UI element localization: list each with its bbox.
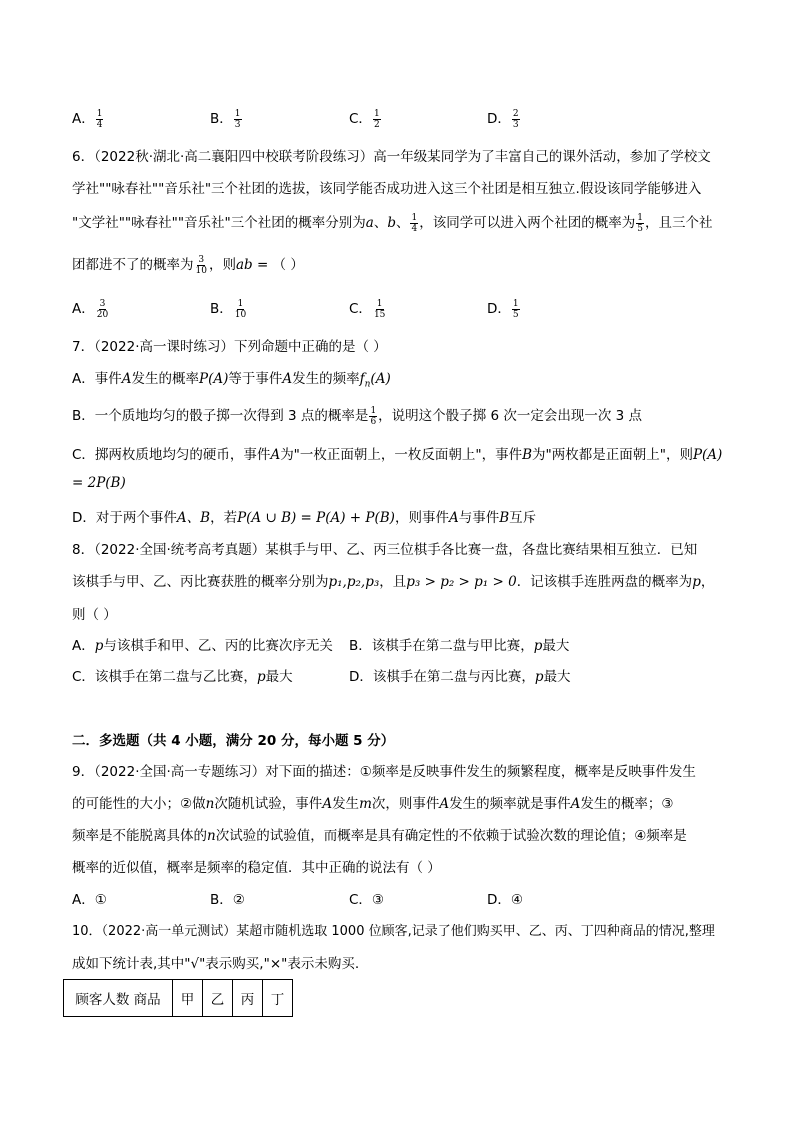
q6-line-4: 团都进不了的概率为 $\frac{3}{10}$ ，则ab = （ ） (72, 254, 304, 276)
q5-option-b: B． $\frac{1}{3}$ (210, 108, 241, 130)
q8-option-c: C．该棋手在第二盘与乙比赛，p最大 (72, 669, 293, 685)
q9-option-d: D．④ (487, 892, 523, 908)
fraction: $\frac{1}{5}$ (637, 212, 643, 234)
q10-line-2: 成如下统计表,其中"√"表示购买,"×"表示未购买. (72, 956, 360, 972)
fraction: $\frac{1}{10}$ (234, 298, 247, 320)
q6-option-a: A． $\frac{3}{20}$ (72, 298, 109, 320)
q9-option-c: C．③ (349, 892, 385, 908)
table-header-cell: 丙 (233, 980, 263, 1017)
q9-line-2: 的可能性的大小；②做n次随机试验，事件A发生m次，则事件A发生的频率就是事件A发生的概率；③ (72, 796, 674, 812)
statistics-table (63, 979, 293, 1017)
q7-option-c: C．掷两枚质地均匀的硬币，事件A为"一枚正面朝上，一枚反面朝上"，事件B为"两枚都是正面朝上"，则P(A) (72, 447, 723, 463)
q8-option-a: A．p与该棋手和甲、乙、丙的比赛次序无关 (72, 638, 333, 654)
q8-line-2: 该棋手与甲、乙、丙比赛获胜的概率分别为p₁,p₂,p₃，且p₃ > p₂ > p₁ > 0．记该棋手连胜两盘的概率为p， (72, 574, 715, 590)
fraction: $\frac{1}{4}$ (96, 108, 103, 130)
q8-line-1: 8．（2022·全国·统考高考真题）某棋手与甲、乙、丙三位棋手各比赛一盘，各盘比赛结果相互独立．已知 (72, 542, 698, 558)
q5-option-d: D． $\frac{2}{3}$ (487, 108, 519, 130)
q10-line-1: 10．（2022·高一单元测试）某超市随机选取 1000 位顾客,记录了他们购买甲、乙、丙、丁四种商品的情况,整理 (72, 924, 715, 939)
fraction: $\frac{3}{20}$ (96, 298, 109, 320)
q7-option-d: D．对于两个事件A、B，若P(A ∪ B) = P(A) + P(B)，则事件A与事件B互斥 (72, 510, 537, 526)
q6-line-2: 学社""咏春社""音乐社"三个社团的选拔，该同学能否成功进入这三个社团是相互独立.假设该同学能够进入 (72, 181, 702, 197)
q7-option-b: B．一个质地均匀的骰子掷一次得到 3 点的概率是 $\frac{1}{6}$ ，说明这个骰子掷 6 次一定会出现一次 3 点 (72, 405, 643, 427)
fraction: $\frac{1}{6}$ (370, 405, 377, 427)
table-header-cell: 丁 (263, 980, 293, 1017)
fraction: $\frac{2}{3}$ (512, 108, 519, 130)
fraction: $\frac{1}{2}$ (373, 108, 380, 130)
q9-line-3: 频率是不能脱离具体的n次试验的试验值，而概率是具有确定性的不依赖于试验次数的理论值；④频率是 (72, 828, 687, 844)
q7-option-c-cont: = 2P(B) (72, 475, 126, 491)
q6-option-d: D． $\frac{1}{5}$ (487, 298, 519, 320)
q6-line-1: 6．（2022秋·湖北·高二襄阳四中校联考阶段练习）高一年级某同学为了丰富自己的课外活动，参加了学校文 (72, 149, 711, 165)
table-header-cell: 甲 (173, 980, 203, 1017)
table-header-cell: 顾客人数 商品 (64, 980, 173, 1017)
q5-option-c: C． $\frac{1}{2}$ (349, 108, 380, 130)
q6-option-c: C． $\frac{1}{15}$ (349, 298, 386, 320)
q8-option-b: B．该棋手在第二盘与甲比赛，p最大 (349, 638, 570, 654)
q7-option-a: A．事件A发生的概率P(A)等于事件A发生的频率$f_n(A)$ (72, 371, 391, 390)
fraction: $\frac{1}{3}$ (234, 108, 241, 130)
q9-line-4: 概率的近似值，概率是频率的稳定值．其中正确的说法有（ ） (72, 860, 441, 876)
table-header-cell: 乙 (203, 980, 233, 1017)
q6-line-3: "文学社""咏春社""音乐社"三个社团的概率分别为a、b、 $\frac{1}{4}$ ，该同学可以进入两个社团的概率为 $\frac{1}{5}$ ，且三个社 (72, 212, 713, 234)
fraction: $\frac{1}{5}$ (512, 298, 519, 320)
section-heading: 二．多选题（共 4 小题，满分 20 分，每小题 5 分） (72, 733, 395, 749)
q9-option-b: B．② (210, 892, 245, 908)
q8-line-3: 则（ ） (72, 607, 117, 623)
fraction: $\frac{1}{15}$ (373, 298, 386, 320)
q6-option-b: B． $\frac{1}{10}$ (210, 298, 247, 320)
table-header-row (64, 980, 293, 1017)
q5-option-a: A． $\frac{1}{4}$ (72, 108, 103, 130)
fraction: $\frac{1}{4}$ (411, 212, 418, 234)
q9-line-1: 9．（2022·全国·高一专题练习）对下面的描述：①频率是反映事件发生的频繁程度，概率是反映事件发生 (72, 764, 696, 780)
q7-stem: 7．（2022·高一课时练习）下列命题中正确的是（ ） (72, 339, 387, 355)
q8-option-d: D．该棋手在第二盘与丙比赛，p最大 (349, 669, 571, 685)
q9-option-a: A．① (72, 892, 107, 908)
fraction: $\frac{3}{10}$ (195, 254, 207, 276)
